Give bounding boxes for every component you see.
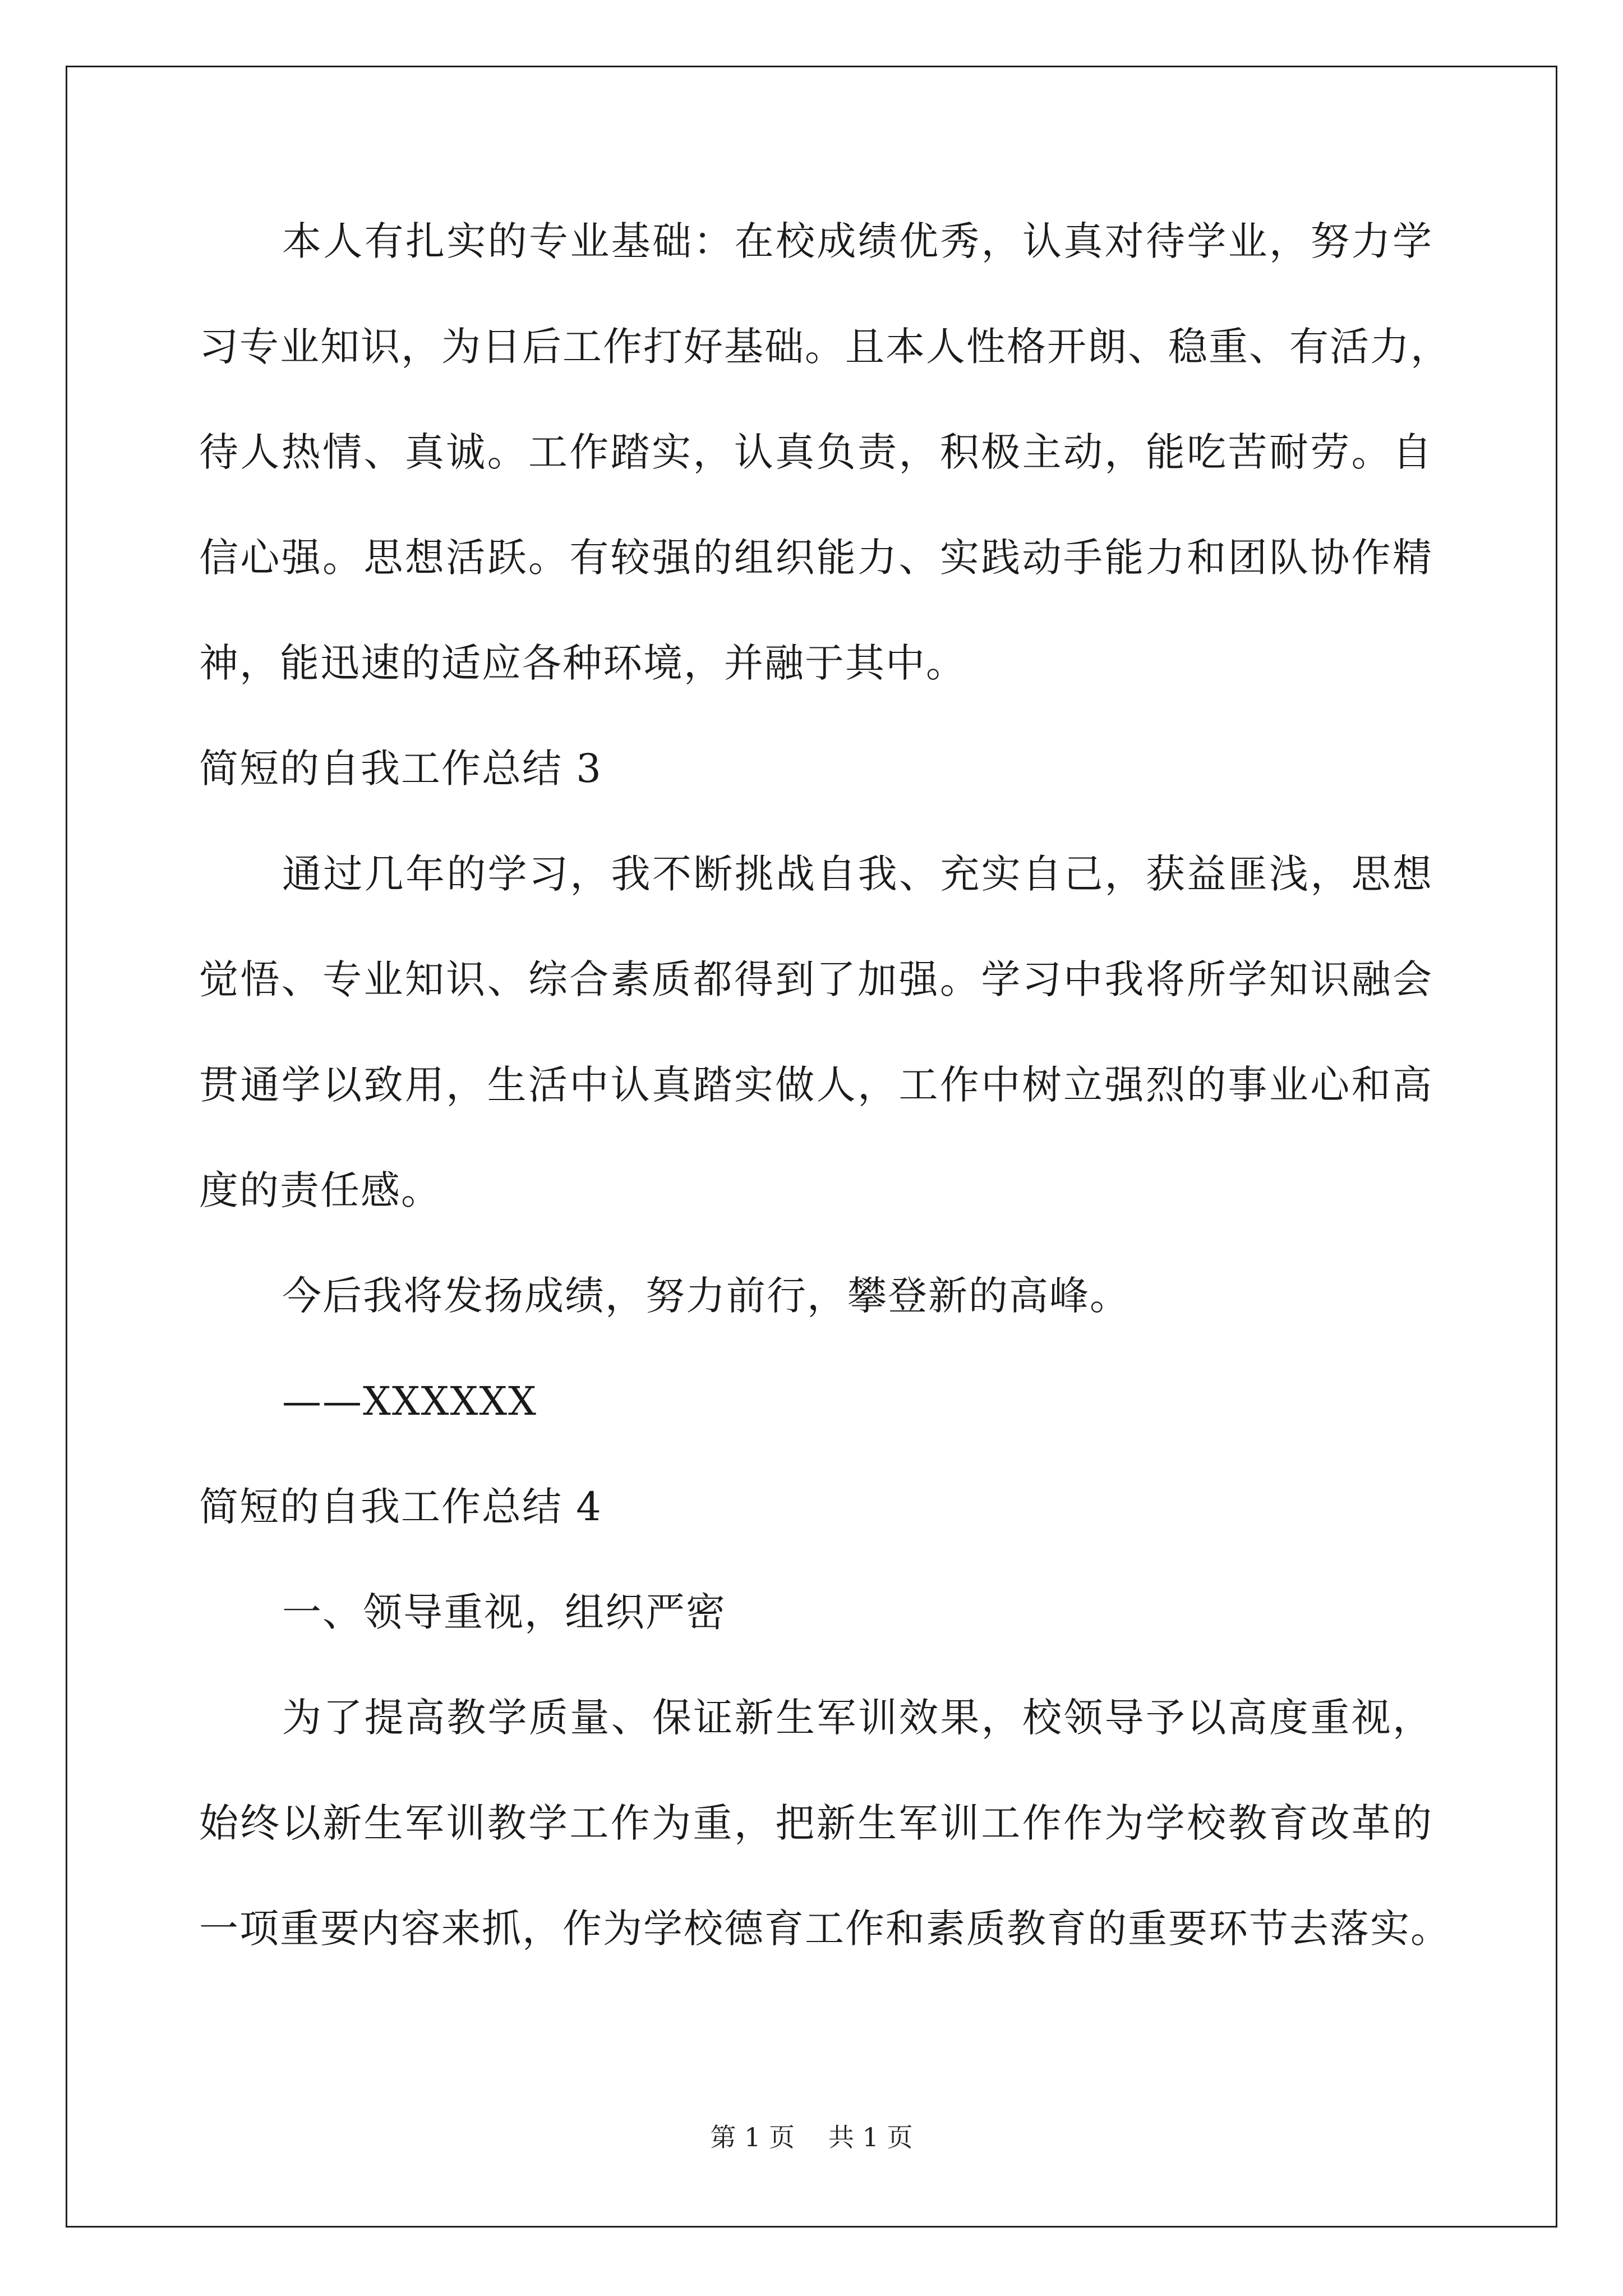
paragraph-line: 始终以新生军训教学工作为重，把新生军训工作作为学校教育改革的 xyxy=(199,1800,1433,1846)
paragraph-line: 待人热情、真诚。工作踏实，认真负责，积极主动，能吃苦耐劳。自 xyxy=(199,429,1433,475)
paragraph-line: 习专业知识，为日后工作打好基础。且本人性格开朗、稳重、有活力， xyxy=(199,324,1451,370)
paragraph-line: 今后我将发扬成绩，努力前行，攀登新的高峰。 xyxy=(282,1273,1130,1319)
page-total: 共 1 页 xyxy=(828,2122,913,2152)
subheading: 一、领导重视，组织严密 xyxy=(282,1589,726,1635)
section-heading: 简短的自我工作总结 4 xyxy=(199,1484,602,1530)
signature-line: ——XXXXXX xyxy=(282,1378,538,1424)
paragraph-line: 神，能迅速的适应各种环境，并融于其中。 xyxy=(199,640,966,686)
paragraph-line: 一项重要内容来抓，作为学校德育工作和素质教育的重要环节去落实。 xyxy=(199,1906,1451,1952)
section-heading: 简短的自我工作总结 3 xyxy=(199,746,602,792)
paragraph-line: 本人有扎实的专业基础：在校成绩优秀，认真对待学业，努力学 xyxy=(282,218,1433,264)
paragraph-line: 为了提高教学质量、保证新生军训效果，校领导予以高度重视， xyxy=(282,1695,1433,1741)
paragraph-line: 通过几年的学习，我不断挑战自我、充实自己，获益匪浅，思想 xyxy=(282,851,1433,897)
paragraph-line: 信心强。思想活跃。有较强的组织能力、实践动手能力和团队协作精 xyxy=(199,535,1433,581)
paragraph-line: 觉悟、专业知识、综合素质都得到了加强。学习中我将所学知识融会 xyxy=(199,956,1433,1002)
page-footer xyxy=(0,2120,1623,2154)
paragraph-line: 度的责任感。 xyxy=(199,1167,441,1213)
paragraph-line: 贯通学以致用，生活中认真踏实做人，工作中树立强烈的事业心和高 xyxy=(199,1062,1433,1108)
page-number: 第 1 页 xyxy=(710,2122,795,2152)
